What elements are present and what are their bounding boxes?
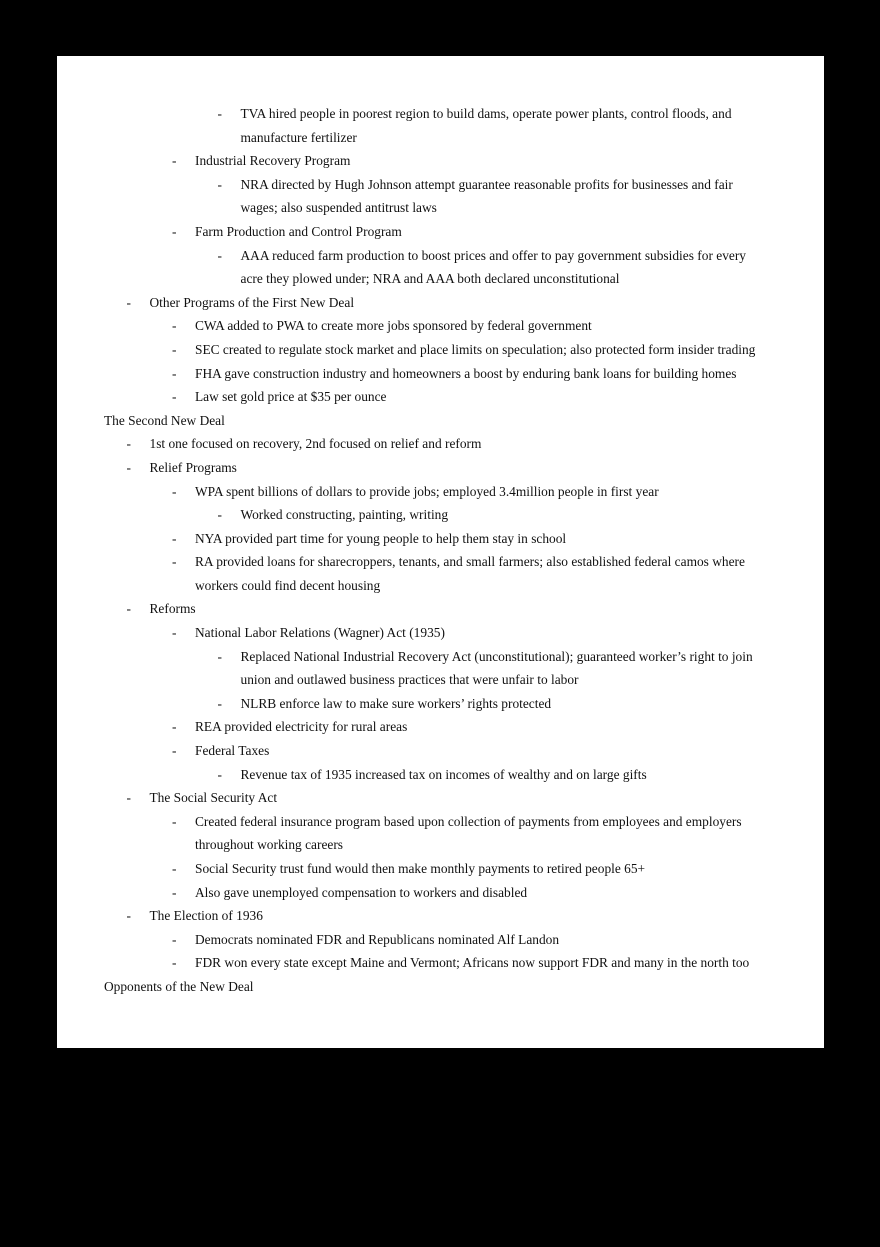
list-item-text: Other Programs of the First New Deal bbox=[149, 294, 355, 310]
bullet-dash: - bbox=[172, 554, 177, 570]
list-item-text: Relief Programs bbox=[149, 459, 237, 475]
list-item bbox=[104, 975, 786, 999]
bullet-dash: - bbox=[172, 341, 177, 357]
list-item-text: 1st one focused on recovery, 2nd focused on relief and reform bbox=[149, 436, 482, 452]
list-item bbox=[104, 291, 786, 315]
list-item bbox=[104, 456, 786, 480]
list-item-text: Revenue tax of 1935 increased tax on incomes of wealthy and on large gifts bbox=[240, 766, 647, 782]
list-item-text: Opponents of the New Deal bbox=[104, 978, 254, 994]
bullet-dash: - bbox=[172, 813, 177, 829]
document-page bbox=[57, 56, 824, 1048]
bullet-dash: - bbox=[217, 695, 222, 711]
bullet-dash: - bbox=[172, 861, 177, 876]
list-item-text: National Labor Relations (Wagner) Act (1935) bbox=[195, 625, 445, 641]
list-item-continuation bbox=[104, 833, 786, 857]
list-item-text: SEC created to regulate stock market and place limits on speculation; also protected form insider trading bbox=[195, 341, 756, 357]
bullet-dash: - bbox=[172, 318, 177, 334]
bullet-dash: - bbox=[217, 507, 222, 523]
list-item-continuation bbox=[104, 574, 786, 598]
list-item-text: FDR won every state except Maine and Vermont; Africans now support FDR and many in the north too bbox=[195, 955, 750, 971]
list-item bbox=[104, 338, 786, 362]
list-item bbox=[104, 244, 786, 268]
list-item bbox=[104, 810, 786, 834]
list-item bbox=[104, 503, 786, 527]
bullet-dash: - bbox=[172, 530, 177, 546]
list-item-text: Worked constructing, painting, writing bbox=[240, 507, 449, 523]
list-item bbox=[104, 645, 786, 669]
list-item-text: Also gave unemployed compensation to workers and disabled bbox=[195, 884, 528, 900]
list-item-text: RA provided loans for sharecroppers, tenants, and small farmers; also established federal camos where bbox=[195, 554, 745, 570]
list-item bbox=[104, 385, 786, 409]
list-item-text: REA provided electricity for rural areas bbox=[195, 719, 408, 735]
outline-list bbox=[104, 102, 786, 999]
list-item bbox=[104, 102, 786, 126]
list-item-continuation bbox=[104, 668, 786, 692]
list-item bbox=[104, 904, 786, 928]
bullet-dash: - bbox=[172, 365, 177, 381]
list-item-text: Democrats nominated FDR and Republicans nominated Alf Landon bbox=[195, 931, 560, 947]
list-item bbox=[104, 715, 786, 739]
list-item bbox=[104, 739, 786, 763]
list-item-text: Created federal insurance program based upon collection of payments from employees and employers bbox=[195, 813, 742, 829]
list-item bbox=[104, 857, 786, 881]
bullet-dash: - bbox=[217, 106, 222, 121]
bullet-dash: - bbox=[126, 294, 131, 310]
list-item-text: Law set gold price at $35 per ounce bbox=[195, 389, 387, 405]
list-item-text: The Social Security Act bbox=[149, 790, 278, 806]
list-item-text: wages; also suspended antitrust laws bbox=[240, 200, 437, 216]
bullet-dash: - bbox=[172, 743, 177, 759]
list-item-text: workers could find decent housing bbox=[195, 577, 381, 593]
list-item-text: The Second New Deal bbox=[104, 412, 225, 428]
list-item-continuation bbox=[104, 267, 786, 291]
list-item-text: AAA reduced farm production to boost prices and offer to pay government subsidies for every bbox=[240, 247, 746, 263]
bullet-dash: - bbox=[172, 719, 177, 735]
list-item-text: union and outlawed business practices that were unfair to labor bbox=[240, 672, 579, 688]
list-item-text: Social Security trust fund would then make monthly payments to retired people 65+ bbox=[195, 861, 646, 876]
list-item-continuation bbox=[104, 126, 786, 150]
list-item-text: TVA hired people in poorest region to build dams, operate power plants, control floods, and bbox=[240, 106, 732, 121]
list-item bbox=[104, 550, 786, 574]
bullet-dash: - bbox=[126, 459, 131, 475]
list-item bbox=[104, 480, 786, 504]
list-item bbox=[104, 692, 786, 716]
bullet-dash: - bbox=[217, 247, 222, 263]
bullet-dash: - bbox=[172, 625, 177, 641]
list-item-text: Industrial Recovery Program bbox=[195, 153, 351, 169]
list-item-text: NLRB enforce law to make sure workers’ rights protected bbox=[240, 695, 552, 711]
list-item-text: CWA added to PWA to create more jobs sponsored by federal government bbox=[195, 318, 592, 334]
list-item bbox=[104, 362, 786, 386]
bullet-dash: - bbox=[172, 955, 177, 971]
list-item-text: Replaced National Industrial Recovery Act (unconstitutional); guaranteed worker’s right to join bbox=[240, 648, 753, 664]
bullet-dash: - bbox=[126, 436, 131, 452]
bullet-dash: - bbox=[217, 766, 222, 782]
bullet-dash: - bbox=[217, 176, 222, 192]
bullet-dash: - bbox=[172, 931, 177, 947]
list-item-text: NYA provided part time for young people to help them stay in school bbox=[195, 530, 567, 546]
list-item-text: The Election of 1936 bbox=[149, 908, 263, 924]
list-item bbox=[104, 786, 786, 810]
list-item bbox=[104, 409, 786, 433]
list-item bbox=[104, 220, 786, 244]
list-item bbox=[104, 928, 786, 952]
list-item-text: throughout working careers bbox=[195, 837, 343, 853]
list-item-text: WPA spent billions of dollars to provide jobs; employed 3.4million people in first year bbox=[195, 483, 659, 499]
bullet-dash: - bbox=[172, 884, 177, 900]
list-item bbox=[104, 432, 786, 456]
list-item-continuation bbox=[104, 196, 786, 220]
list-item bbox=[104, 149, 786, 173]
list-item-text: NRA directed by Hugh Johnson attempt guarantee reasonable profits for businesses and fair bbox=[240, 176, 733, 192]
list-item bbox=[104, 951, 786, 975]
list-item-text: FHA gave construction industry and homeowners a boost by enduring bank loans for building homes bbox=[195, 365, 737, 381]
bullet-dash: - bbox=[126, 908, 131, 924]
list-item-text: Reforms bbox=[149, 601, 196, 617]
bullet-dash: - bbox=[172, 223, 177, 239]
list-item bbox=[104, 621, 786, 645]
list-item-text: manufacture fertilizer bbox=[240, 129, 357, 145]
bullet-dash: - bbox=[172, 389, 177, 405]
list-item bbox=[104, 763, 786, 787]
list-item bbox=[104, 314, 786, 338]
bullet-dash: - bbox=[126, 790, 131, 806]
list-item bbox=[104, 881, 786, 905]
list-item bbox=[104, 597, 786, 621]
list-item-text: acre they plowed under; NRA and AAA both declared unconstitutional bbox=[240, 271, 620, 287]
bullet-dash: - bbox=[172, 153, 177, 169]
bullet-dash: - bbox=[126, 601, 131, 617]
list-item bbox=[104, 173, 786, 197]
list-item bbox=[104, 527, 786, 551]
list-item-text: Farm Production and Control Program bbox=[195, 223, 402, 239]
list-item-text: Federal Taxes bbox=[195, 743, 270, 759]
bullet-dash: - bbox=[172, 483, 177, 499]
bullet-dash: - bbox=[217, 648, 222, 664]
